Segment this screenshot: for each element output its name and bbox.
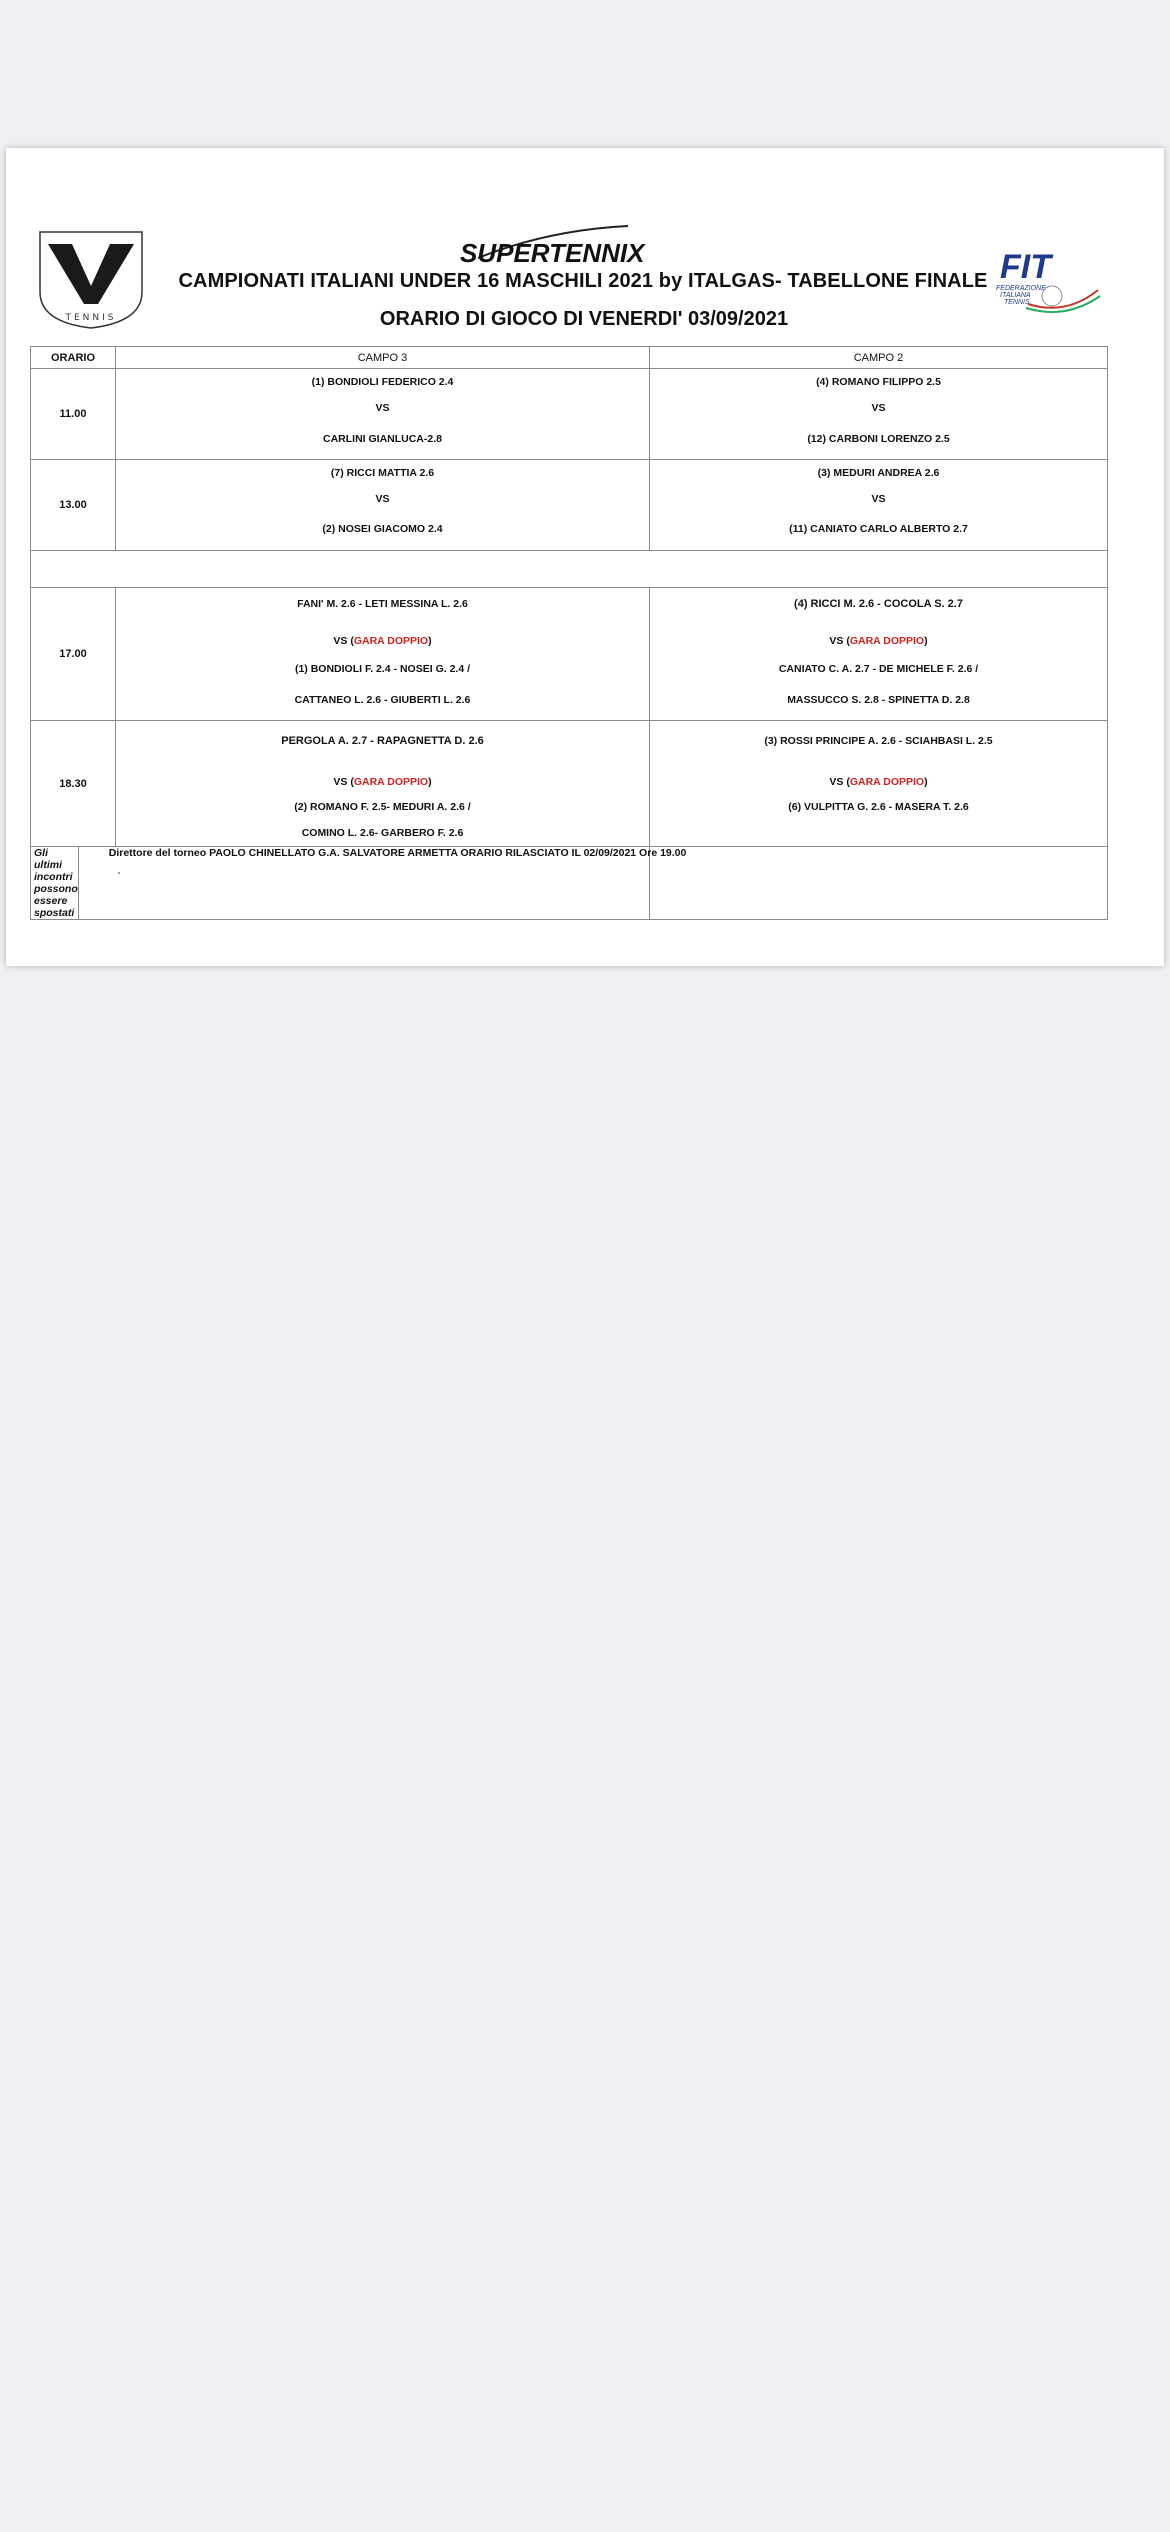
vs-doubles-label: VS (GARA DOPPIO) — [333, 776, 432, 788]
match-cell — [116, 369, 650, 460]
spacer-cell — [31, 551, 1108, 588]
vs-label: VS — [375, 402, 390, 414]
vs-doubles-label: VS (GARA DOPPIO) — [829, 635, 928, 647]
page-subtitle: ORARIO DI GIOCO DI VENERDI' 03/09/2021 — [379, 308, 789, 330]
fit-logo-line3: TENNIS — [1004, 299, 1030, 306]
doubles-tag: GARA DOPPIO — [849, 776, 925, 788]
player-line: CARLINI GIANLUCA-2.8 — [322, 433, 442, 445]
footer-spacer — [650, 847, 1108, 920]
vs-label: VS — [375, 493, 390, 505]
footer-info: Direttore del torneo PAOLO CHINELLATO G.A. SALVATORE ARMETTA ORARIO RILASCIATO IL 02/09/2021 Ore 19.00 — [108, 847, 687, 859]
vs-label: VS — [871, 402, 886, 414]
team-line: COMINO L. 2.6- GARBERO F. 2.6 — [301, 827, 464, 839]
match-time: 18.30 — [31, 721, 116, 847]
fit-logo-main: FIT — [1000, 248, 1051, 286]
tennis-logo-text: TENNIS — [65, 313, 117, 323]
table-row — [31, 369, 1108, 460]
table-row — [31, 721, 1108, 847]
player-line: (7) RICCI MATTIA 2.6 — [330, 467, 435, 479]
footer-row — [31, 847, 1108, 920]
player-line: (3) MEDURI ANDREA 2.6 — [817, 467, 940, 479]
player-line: (1) BONDIOLI FEDERICO 2.4 — [311, 376, 454, 388]
page-title: CAMPIONATI ITALIANI UNDER 16 MASCHILI 2021 by ITALGAS- TABELLONE FINALE — [178, 270, 988, 292]
table-row — [31, 460, 1108, 551]
col-header-time: ORARIO — [31, 347, 116, 369]
team-line: CANIATO C. A. 2.7 - DE MICHELE F. 2.6 / — [778, 663, 979, 675]
doubles-tag: GARA DOPPIO — [353, 635, 429, 647]
stray-dot — [118, 872, 120, 874]
table-row — [31, 588, 1108, 721]
match-time: 13.00 — [31, 460, 116, 551]
team-line: MASSUCCO S. 2.8 - SPINETTA D. 2.8 — [787, 694, 970, 706]
supertennix-logo — [458, 222, 668, 270]
team-line: (3) ROSSI PRINCIPE A. 2.6 - SCIAHBASI L. 2.5 — [764, 735, 993, 747]
player-line: (4) ROMANO FILIPPO 2.5 — [816, 376, 941, 388]
team-line: FANI' M. 2.6 - LETI MESSINA L. 2.6 — [297, 598, 468, 610]
table-header-row — [31, 347, 1108, 369]
supertennix-text: SUPERTENNIX — [460, 238, 645, 268]
team-line: CATTANEO L. 2.6 - GIUBERTI L. 2.6 — [294, 694, 471, 706]
vs-label: VS — [871, 493, 886, 505]
fit-logo-line2: ITALIANA — [1000, 292, 1031, 299]
col-header-court-a: CAMPO 3 — [116, 347, 650, 369]
doubles-tag: GARA DOPPIO — [353, 776, 429, 788]
document-sheet — [6, 148, 1164, 966]
spacer-row — [31, 551, 1108, 588]
match-cell — [650, 588, 1108, 721]
player-line: (12) CARBONI LORENZO 2.5 — [807, 433, 950, 445]
team-line: (2) ROMANO F. 2.5- MEDURI A. 2.6 / — [294, 801, 471, 813]
team-line: (1) BONDIOLI F. 2.4 - NOSEI G. 2.4 / — [294, 663, 471, 675]
match-cell — [650, 460, 1108, 551]
player-line: (2) NOSEI GIACOMO 2.4 — [322, 523, 443, 535]
fit-logo — [966, 244, 1104, 316]
col-header-court-b: CAMPO 2 — [650, 347, 1108, 369]
fit-logo-line1: FEDERAZIONE — [996, 285, 1046, 292]
match-cell — [650, 721, 1108, 847]
footer-note: Gli ultimi incontri possono essere spostati — [34, 847, 78, 919]
doubles-tag: GARA DOPPIO — [849, 635, 925, 647]
match-cell — [116, 588, 650, 721]
match-cell — [650, 369, 1108, 460]
match-cell — [116, 460, 650, 551]
team-line: (6) VULPITTA G. 2.6 - MASERA T. 2.6 — [788, 801, 969, 813]
team-line: (4) RICCI M. 2.6 - COCOLA S. 2.7 — [794, 598, 963, 610]
match-time: 17.00 — [31, 588, 116, 721]
match-time: 11.00 — [31, 369, 116, 460]
schedule-table — [30, 346, 1108, 920]
team-line: PERGOLA A. 2.7 - RAPAGNETTA D. 2.6 — [281, 735, 484, 747]
vs-doubles-label: VS (GARA DOPPIO) — [333, 635, 432, 647]
match-cell — [116, 721, 650, 847]
vs-doubles-label: VS (GARA DOPPIO) — [829, 776, 928, 788]
player-line: (11) CANIATO CARLO ALBERTO 2.7 — [789, 523, 968, 535]
footer-note-cell — [31, 847, 687, 920]
